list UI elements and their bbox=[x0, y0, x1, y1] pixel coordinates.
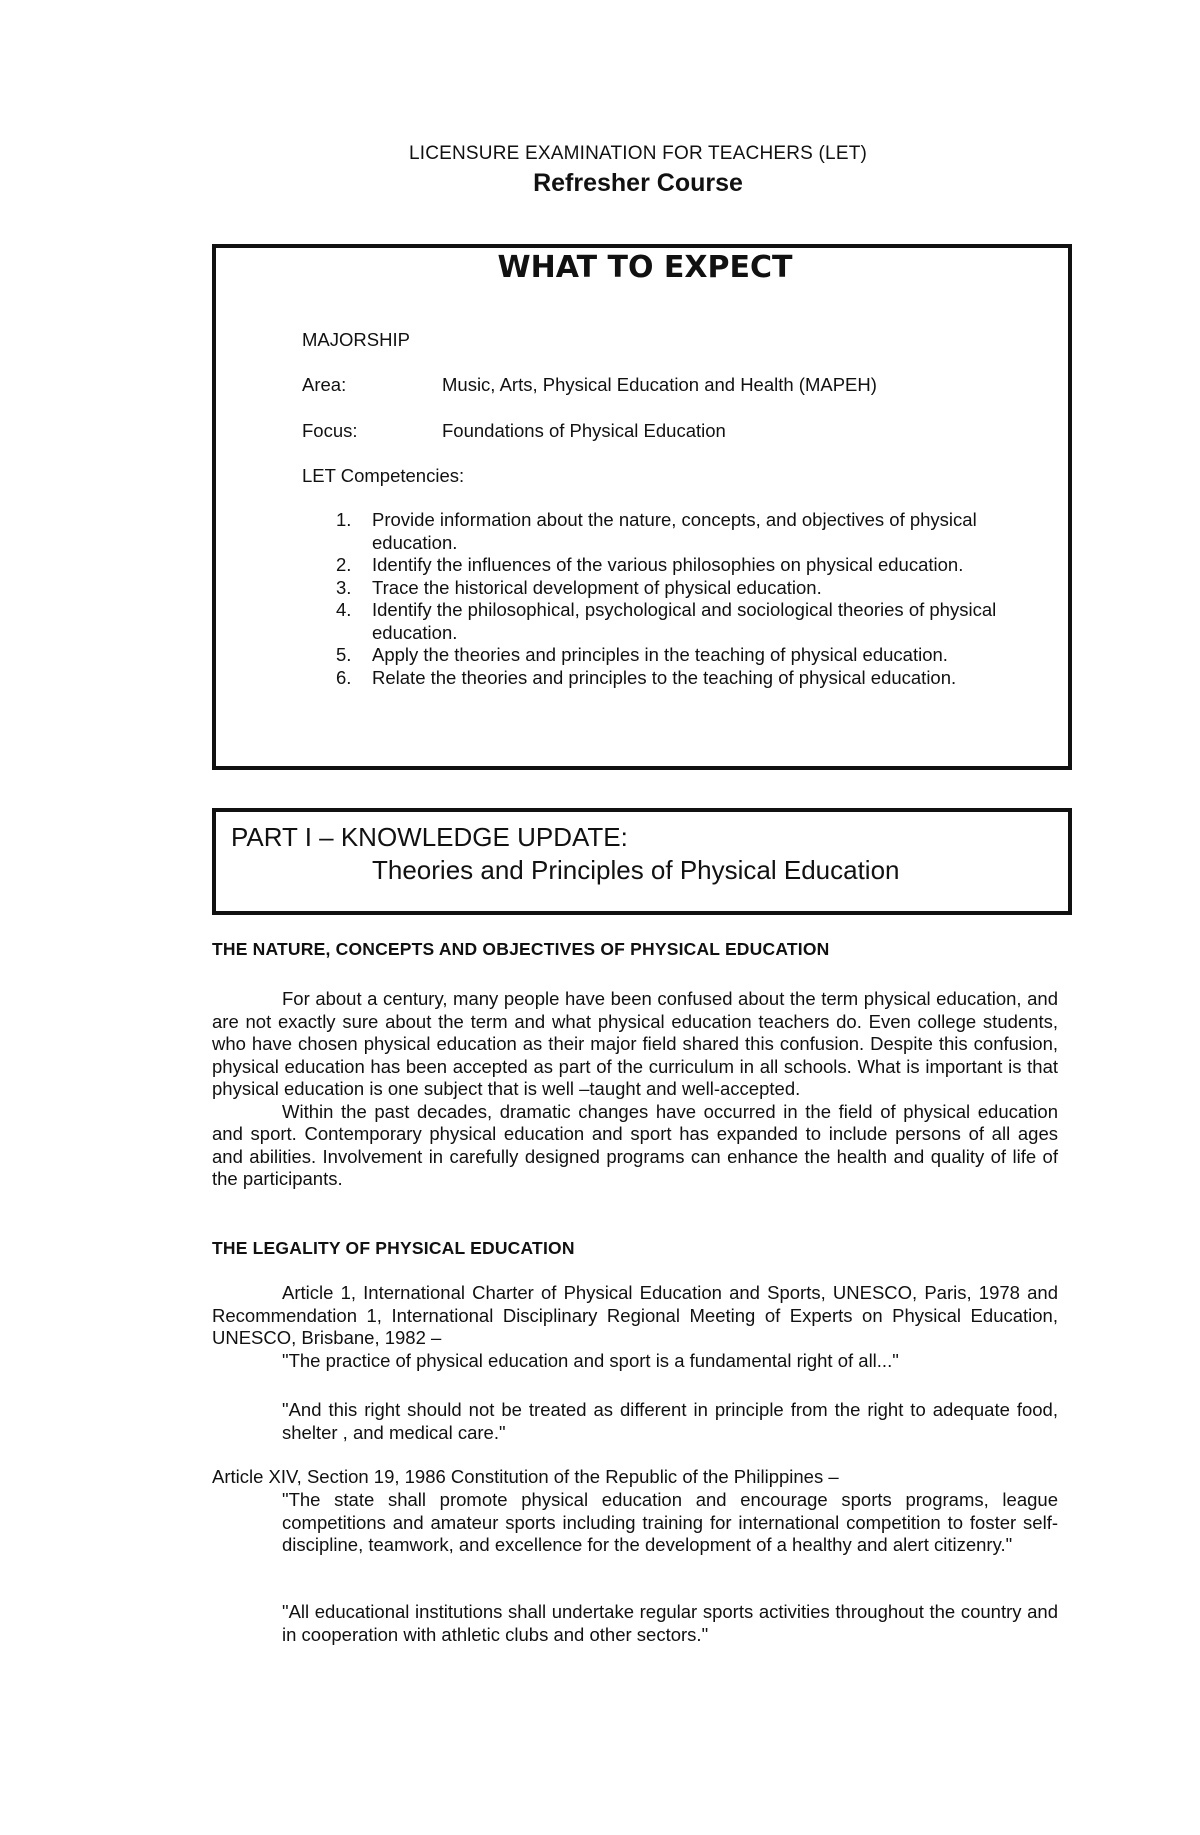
majorship-label: MAJORSHIP bbox=[302, 329, 410, 350]
section-heading-nature: THE NATURE, CONCEPTS AND OBJECTIVES OF PHYSICAL EDUCATION bbox=[212, 939, 830, 959]
focus-label: Focus: bbox=[302, 420, 358, 441]
quote-constitution-1: "The state shall promote physical education and encourage sports programs, league competitions and amateur sports including training for international competition to foster self-discipline, teamwork, and excellence for the development of a healthy and alert citizenry." bbox=[282, 1489, 1058, 1555]
list-item-number: 2. bbox=[336, 554, 352, 575]
section-body-nature bbox=[212, 988, 1058, 1191]
paragraph: For about a century, many people have been confused about the term physical education, and are not exactly sure about the term and what physical education teachers do. Even college students, who have chosen physical education as their major field shared this confusion. Despite this confusion, physical education has been accepted as part of the curriculum in all schools. What is important is that physical education is one subject that is well –taught and well-accepted. bbox=[212, 988, 1058, 1099]
paragraph: Article 1, International Charter of Physical Education and Sports, UNESCO, Paris, 1978 and Recommendation 1, International Disciplinary Regional Meeting of Experts on Physical Education, UNESCO, Brisbane, 1982 – bbox=[212, 1282, 1058, 1348]
course-title: Refresher Course bbox=[533, 169, 743, 197]
list-item-text: Identify the philosophical, psychological and sociological theories of physical education. bbox=[372, 599, 997, 643]
competencies-label: LET Competencies: bbox=[302, 465, 465, 486]
part-one-subtitle: Theories and Principles of Physical Education bbox=[372, 855, 900, 885]
list-item-number: 6. bbox=[336, 666, 352, 688]
what-to-expect-title: WHAT TO EXPECT bbox=[497, 250, 793, 285]
list-item-number: 1. bbox=[336, 509, 352, 530]
list-item-text: Provide information about the nature, concepts, and objectives of physical education. bbox=[372, 509, 977, 553]
list-item-number: 3. bbox=[336, 576, 352, 598]
what-to-expect-box bbox=[212, 244, 1072, 770]
list-item-number: 4. bbox=[336, 599, 352, 620]
article-unesco bbox=[212, 1282, 1058, 1350]
list-item bbox=[330, 554, 1050, 577]
exam-title: LICENSURE EXAMINATION FOR TEACHERS (LET) bbox=[408, 143, 868, 164]
quote-constitution-2: "All educational institutions shall undertake regular sports activities throughout the country and in cooperation with athletic clubs and other sectors." bbox=[282, 1601, 1058, 1645]
section-heading-legality: THE LEGALITY OF PHYSICAL EDUCATION bbox=[212, 1238, 575, 1258]
list-item bbox=[330, 667, 1050, 690]
focus-value: Foundations of Physical Education bbox=[442, 420, 726, 441]
area-value: Music, Arts, Physical Education and Health (MAPEH) bbox=[442, 374, 877, 395]
competencies-list bbox=[330, 509, 1050, 689]
article-constitution: Article XIV, Section 19, 1986 Constitution of the Republic of the Philippines – bbox=[212, 1466, 839, 1487]
list-item-number: 5. bbox=[336, 644, 352, 665]
list-item-text: Relate the theories and principles to the teaching of physical education. bbox=[372, 666, 957, 688]
part-one-title: PART I – KNOWLEDGE UPDATE: bbox=[231, 822, 628, 852]
list-item-text: Apply the theories and principles in the teaching of physical education. bbox=[372, 644, 948, 665]
list-item-text: Identify the influences of the various philosophies on physical education. bbox=[372, 554, 964, 575]
list-item bbox=[330, 509, 1050, 554]
list-item bbox=[330, 599, 1050, 644]
list-item-text: Trace the historical development of physical education. bbox=[372, 576, 822, 598]
list-item bbox=[330, 577, 1050, 600]
paragraph: Within the past decades, dramatic changes have occurred in the field of physical education and sport. Contemporary physical education and sport has expanded to include persons of all ages and abilities. Involvement in carefully designed programs can enhance the health and quality of life of the participants. bbox=[212, 1100, 1058, 1189]
list-item bbox=[330, 644, 1050, 667]
quote-unesco-1: "The practice of physical education and sport is a fundamental right of all..." bbox=[282, 1350, 899, 1371]
quote-unesco-2: "And this right should not be treated as different in principle from the right to adequate food, shelter , and medical care." bbox=[282, 1399, 1058, 1443]
area-label: Area: bbox=[302, 374, 347, 395]
